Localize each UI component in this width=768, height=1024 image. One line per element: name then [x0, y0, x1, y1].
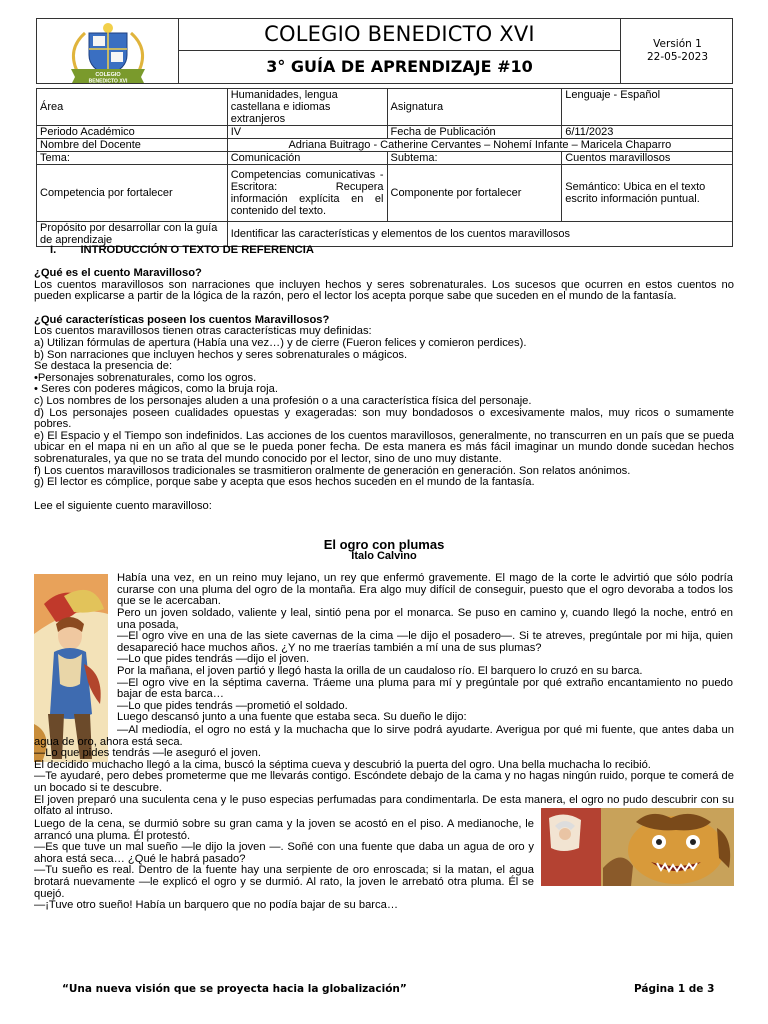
story-paragraph: El decidido muchacho llegó a la cima, buscó la séptima cueva y descubrió la puerta del ogro. Una bella muchacha lo recibió. — [34, 758, 651, 771]
characteristic-line: d) Los personajes poseen cualidades opuestas y exageradas: son muy bondadosos o excesivamente malos, muy ricos o sumamente pobres. — [34, 406, 734, 431]
competence-value: Competencias comunicativas - Escritora: Recupera información explícita en el contenido del texto. — [227, 165, 387, 222]
story-paragraph: —Tu sueño es real. Dentro de la fuente hay una serpiente de oro enroscada; si la matan, el agua brotará nuevamente —le explicó el ogro y se durmió. Al rato, la joven le arrebató otra pluma. Él se quejó. — [34, 864, 534, 900]
story-paragraph: —El ogro vive en una de las siete cavernas de la cima —le dijo el posadero—. Si te atreves, pregúntale por mi hija, quien desapareció hace muchos años. ¿Y no me traerías también a mí una de sus plumas? — [117, 630, 733, 654]
characteristic-line: a) Utilizan fórmulas de apertura (Había una vez…) y de cierre (Fueron felices y comieron perdices). — [34, 336, 527, 349]
svg-text:BENEDICTO XVI: BENEDICTO XVI — [88, 78, 128, 83]
topic-value: Comunicación — [227, 152, 387, 165]
footer-motto: “Una nueva visión que se proyecta hacia la globalización” — [62, 983, 407, 995]
guide-title: 3° GUÍA DE APRENDIZAJE #10 — [266, 57, 533, 76]
story-block-side-2 — [117, 608, 733, 724]
pub-label: Fecha de Publicación — [387, 126, 562, 139]
teacher-value: Adriana Buitrago - Catherine Cervantes – Nohemí Infante – Maricela Chaparro — [227, 139, 732, 152]
characteristic-line: •Personajes sobrenaturales, como los ogros. — [34, 371, 257, 384]
logo-text: COLEGIO — [95, 72, 121, 78]
characteristic-line: c) Los nombres de los personajes aluden a una profesión o a una característica física del personaje. — [34, 394, 532, 407]
pub-value: 6/11/2023 — [562, 126, 733, 139]
story-paragraph: Luego descansó junto a una fuente que estaba seca. Su dueño le dijo: — [117, 711, 467, 724]
story-paragraph: Por la mañana, el joven partió y llegó hasta la orilla de un caudaloso río. El barquero lo cruzó en su barca. — [117, 664, 643, 677]
story-author: Ítalo Calvino — [351, 550, 417, 562]
story-paragraph: —Te ayudaré, pero debes prometerme que me llevarás contigo. Escóndete debajo de la cama y no hagas ningún ruido, porque te comerá de un bocado si te descubre. — [34, 770, 734, 794]
teacher-label: Nombre del Docente — [37, 139, 228, 152]
question-heading: ¿Qué características poseen los cuentos Maravillosos? — [34, 313, 330, 326]
school-logo-icon — [37, 19, 179, 83]
period-value: IV — [227, 126, 387, 139]
intro-block — [34, 268, 734, 512]
subtopic-label: Subtema: — [387, 152, 562, 165]
version-cell — [622, 19, 733, 83]
purpose-value: Identificar las características y elementos de los cuentos maravillosos — [227, 222, 732, 247]
story-paragraph: El joven preparó una suculenta cena y le puso especias perfumadas para condimentarla. De esta manera, el ogro no pudo descubrir con su olfato al intruso. — [34, 793, 734, 818]
characteristic-line: • Seres con poderes mágicos, como la bruja roja. — [34, 383, 278, 396]
characteristic-line: g) El lector es cómplice, porque sabe y acepta que esos hechos suceden en el mundo de la fantasía. — [34, 476, 535, 489]
story-paragraph: —Lo que pides tendrás —prometió el soldado. — [117, 699, 348, 712]
section-title: INTRODUCCIÓN O TEXTO DE REFERENCIA — [80, 244, 314, 256]
period-label: Periodo Académico — [37, 126, 228, 139]
characteristic-line: f) Los cuentos maravillosos tradicionales se trasmitieron oralmente de generación en generación. Son relatos anónimos. — [34, 464, 631, 477]
area-label: Área — [37, 89, 228, 126]
story-paragraph: Luego de la cena, se durmió sobre su gran cama y la joven se acostó en el piso. A medianoche, le arrancó una pluma. Él protestó. — [34, 818, 534, 842]
story-block-left — [34, 819, 534, 912]
story-paragraph: Pero un joven soldado, valiente y leal, sintió pena por el monarca. Se puso en camino y, cuando llegó la noche, entró en una posada, — [117, 607, 733, 631]
read-instruction: Lee el siguiente cuento maravilloso: — [34, 499, 212, 512]
story-paragraph: —Al mediodía, el ogro no está y la muchacha que lo sirve podrá ayudarte. Averigua por qué mi fuente, que antes daba un agua de oro, ahora está seca. — [34, 724, 734, 748]
component-value: Semántico: Ubica en el texto escrito información puntual. — [562, 165, 733, 222]
story-paragraph: Había una vez, en un reino muy lejano, un rey que enfermó gravemente. El mago de la corte le advirtió que sólo podría curarse con una pluma del ogro de la montaña. Era algo muy difícil de conseguir, puesto que el ogro devoraba a todos los que se le acercaban. — [117, 572, 733, 608]
area-value: Humanidades, lengua castellana e idiomas extranjeros — [227, 89, 387, 126]
story-block-side — [117, 573, 733, 608]
story-paragraph: —El ogro vive en la séptima caverna. Tráeme una pluma para mí y pregúntale por qué extraño encantamiento no puedo bajar de esta barca… — [117, 676, 733, 701]
logo-cell — [37, 19, 179, 83]
question-heading: ¿Qué es el cuento Maravilloso? — [34, 267, 202, 279]
school-name: COLEGIO BENEDICTO XVI — [179, 19, 620, 51]
story-title: El ogro con plumas — [323, 537, 445, 552]
version-label: Versión 1 — [653, 38, 702, 50]
purpose-label: Propósito por desarrollar con la guía de aprendizaje — [37, 222, 228, 247]
subject-value: Lenguaje - Español — [562, 89, 733, 126]
story-block-full — [34, 725, 734, 818]
characteristic-line: Los cuentos maravillosos tienen otras características muy definidas: — [34, 325, 372, 338]
subtopic-value: Cuentos maravillosos — [562, 152, 733, 165]
subject-label: Asignatura — [387, 89, 562, 126]
characteristic-line: Se destaca la presencia de: — [34, 360, 173, 373]
component-label: Componente por fortalecer — [387, 165, 562, 222]
topic-label: Tema: — [37, 152, 228, 165]
story-paragraph: —Es que tuve un mal sueño —le dijo la joven —. Soñé con una fuente que daba un agua de oro y ahora está seca… ¿Qué le habrá pasado? — [34, 841, 534, 865]
competence-label: Competencia por fortalecer — [37, 165, 228, 222]
intro-paragraph: Los cuentos maravillosos son narraciones que incluyen hechos y seres sobrenaturales. Los sucesos que ocurren en estos cuentos no pueden explicarse a partir de la lógica de la razón, pero el lector los acepta porque sabe que suceden en el mundo de la fantasía. — [34, 278, 734, 303]
section-heading — [50, 245, 750, 257]
page-number: Página 1 de 3 — [634, 983, 715, 995]
title-cell — [179, 19, 621, 83]
characteristic-line: e) El Espacio y el Tiempo son indefinidos. Las acciones de los cuentos maravillosos, generalmente, no transcurren en un país que se pueda ubicar en el mapa ni en un año al que se le pueda poner fecha. De esta manera es más fácil imaginar un mundo donde sucedan hechos sobrenaturales, ya que no se trata del mundo conocido por el lector, sino de uno muy distante. — [34, 429, 734, 465]
story-paragraph: —Lo que pides tendrás —dijo el joven. — [117, 653, 310, 666]
characteristic-line: b) Son narraciones que incluyen hechos y seres sobrenaturales o mágicos. — [34, 348, 408, 361]
section-number: I. — [50, 244, 57, 256]
document-header — [36, 18, 733, 84]
info-table — [36, 88, 733, 247]
version-date: 22-05-2023 — [646, 51, 709, 63]
illustration-ogre — [541, 808, 734, 886]
story-paragraph: —¡Tuve otro sueño! Había un barquero que no podía bajar de su barca… — [34, 899, 399, 912]
story-paragraph: —Lo que pides tendrás —le aseguró el joven. — [34, 747, 262, 760]
